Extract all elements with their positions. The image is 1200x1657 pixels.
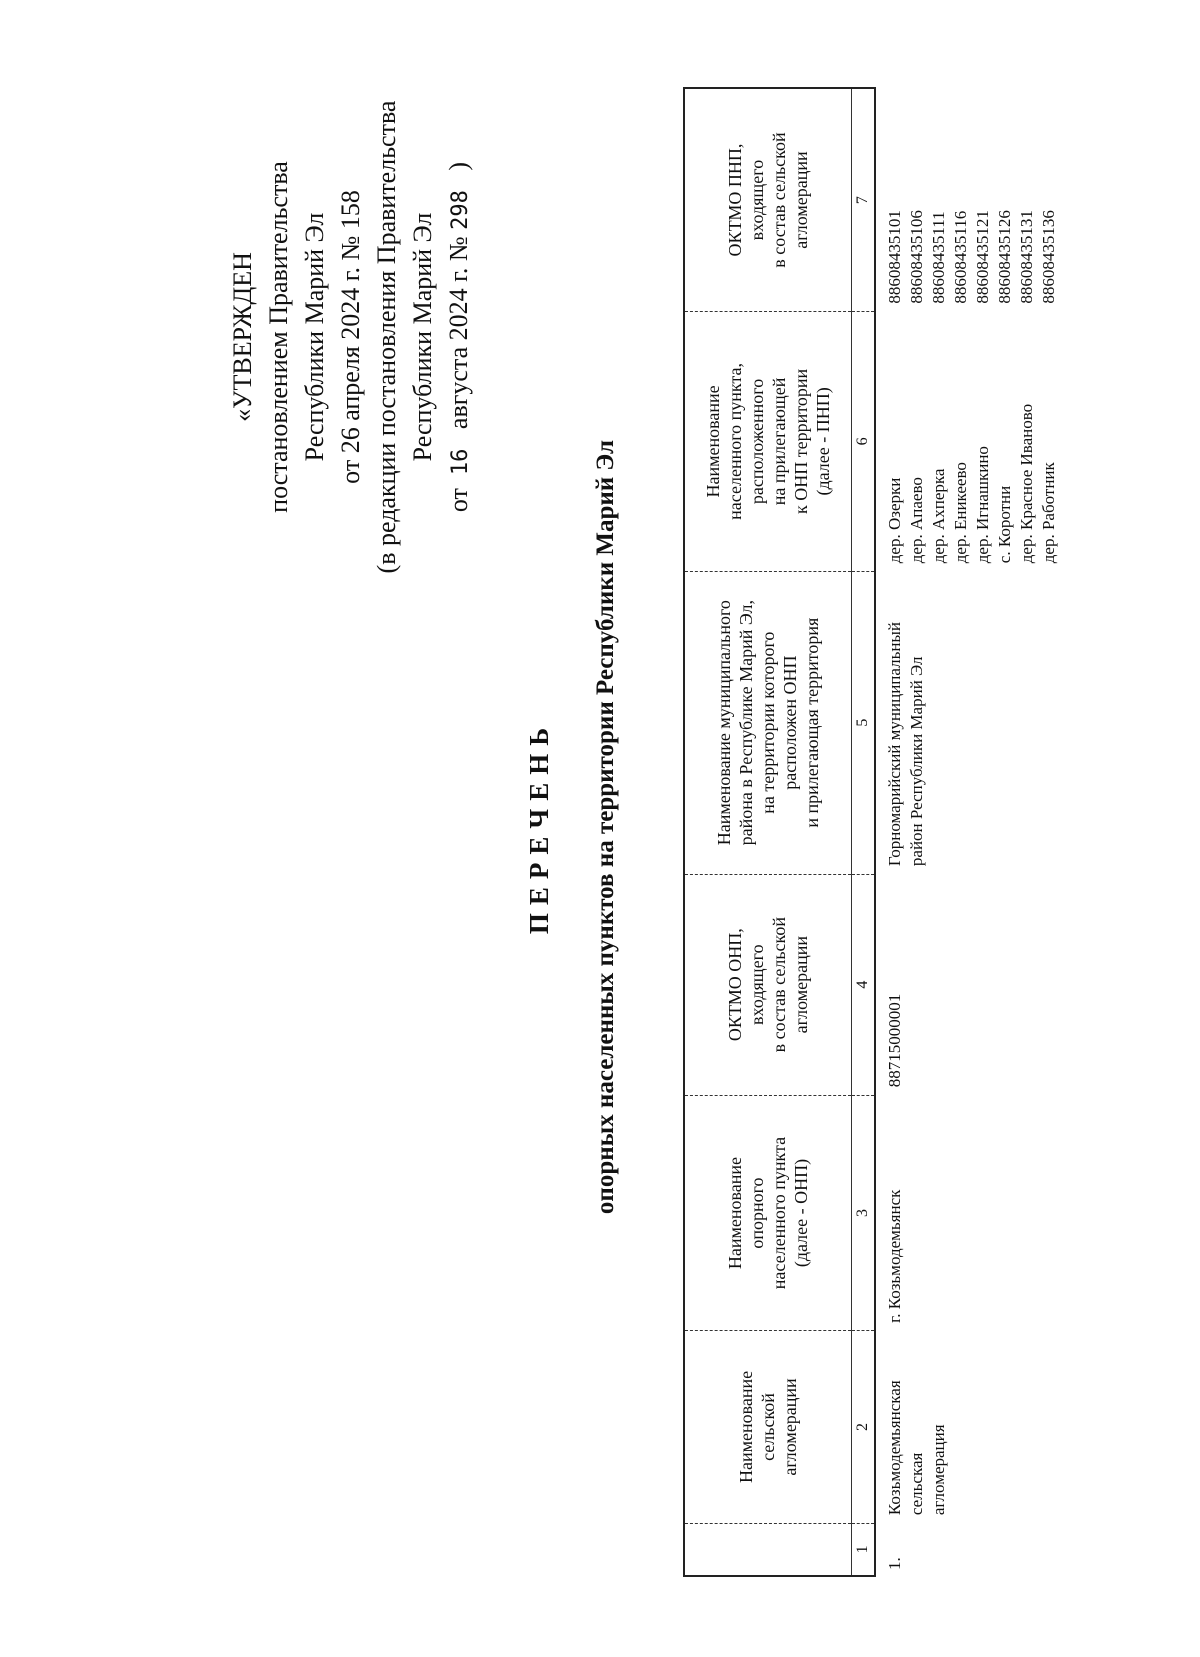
header-col-7-line: в состав сельской [769, 132, 789, 268]
pnp-names-list-line: дер. Еникеево [951, 462, 970, 564]
document-title: ПЕРЕЧЕНЬ [524, 719, 554, 935]
header-col-4-line: входящего [747, 944, 767, 1025]
pnp-names-list-line: с. Коротни [995, 485, 1014, 564]
pnp-names-list-line: дер. Игнашкино [973, 446, 992, 564]
agglomeration-name-line: Козьмодемьянская [885, 1380, 904, 1516]
column-number-4: 4 [852, 874, 876, 1095]
header-col-6-line: (далее - ПНП) [813, 387, 833, 496]
header-col-5 [684, 571, 852, 874]
header-col-6-line: на прилегающей [769, 377, 789, 506]
header-col-5-line: и прилегающая территория [802, 617, 822, 828]
header-col-7 [684, 88, 852, 312]
column-number-5: 5 [852, 571, 876, 874]
pnp-names-list-line: дер. Работник [1039, 462, 1058, 564]
header-col-4-line: ОКТМО ОНП, [725, 928, 745, 1042]
header-col-4-line: агломерации [791, 935, 811, 1034]
header-col-5-line: Наименование муниципального [714, 600, 734, 846]
table-column-numbers-row [852, 88, 876, 1576]
row-number: 1. [885, 1557, 904, 1570]
settlements-table [683, 87, 1060, 1577]
header-col-2-line: сельской [758, 1393, 778, 1461]
approval-stamp-block [225, 67, 479, 607]
header-col-5-line: расположен ОНП [780, 655, 800, 790]
table-row [875, 88, 1060, 1576]
agglomeration-name-line: сельская [907, 1452, 926, 1516]
pnp-oktmo-list-line: 88608435106 [907, 210, 926, 304]
header-col-3-line: Наименование [725, 1156, 745, 1270]
approval-line-1: «УТВЕРЖДЕН [228, 252, 257, 422]
pnp-oktmo-list-line: 88608435126 [995, 210, 1014, 304]
pnp-oktmo-list-line: 88608435116 [951, 210, 970, 304]
approval-line-7-middle: августа 2024 г. № [444, 236, 473, 430]
pnp-names-list [875, 312, 1060, 572]
header-col-2-line: Наименование [736, 1370, 756, 1484]
district-name-line: Горномарийский муниципальный [885, 622, 904, 867]
header-col-5-line: района в Республике Марий Эл, [736, 599, 756, 846]
agglomeration-name [875, 1331, 1060, 1523]
document-subtitle: опорных населенных пунктов на территории Республики Марий Эл [592, 439, 619, 1215]
district-name-line: район Республики Марий Эл [907, 656, 926, 867]
header-col-2 [684, 1331, 852, 1523]
pnp-names-list-line: дер. Ахперка [929, 468, 948, 564]
header-col-6-line: населенного пункта, [725, 363, 745, 520]
column-number-3: 3 [852, 1095, 876, 1331]
onp-name: г. Козьмодемьянск [885, 1189, 904, 1323]
agglomeration-name-line: агломерация [929, 1424, 948, 1516]
approval-line-7-suffix: ) [444, 161, 473, 171]
header-col-7-line: входящего [747, 159, 767, 241]
header-col-6-line: Наименование [703, 385, 723, 498]
header-col-7-line: ОКТМО ПНП, [725, 143, 745, 257]
pnp-oktmo-list-line: 88608435131 [1017, 210, 1036, 304]
district-name [875, 571, 1060, 874]
approval-line-7-prefix: от [444, 488, 473, 513]
approval-number: 298 [448, 190, 473, 230]
column-number-1: 1 [852, 1523, 876, 1576]
pnp-oktmo-list-line: 88608435111 [929, 211, 948, 304]
approval-line-6: Республики Марий Эл [408, 212, 437, 462]
header-col-7-line: агломерации [791, 151, 811, 249]
pnp-names-list-line: дер. Апаево [907, 477, 926, 564]
header-col-4 [684, 874, 852, 1095]
approval-line-7 [441, 67, 479, 607]
header-col-6-line: к ОНП территории [791, 368, 811, 514]
approval-line-4: от 26 апреля 2024 г. № 158 [336, 190, 365, 484]
column-number-7: 7 [852, 88, 876, 312]
header-col-5-line: на территории которого [758, 631, 778, 814]
pnp-names-list-line: дер. Озерки [885, 477, 904, 564]
pnp-names-list-line: дер. Красное Иваново [1017, 403, 1036, 564]
header-col-1 [684, 1523, 852, 1576]
onp-oktmo: 88715000001 [885, 993, 904, 1088]
column-number-6: 6 [852, 312, 876, 572]
pnp-oktmo-list-line: 88608435121 [973, 210, 992, 304]
header-col-4-line: в состав сельской [769, 917, 789, 1053]
header-col-6-line: расположенного [747, 378, 767, 505]
approval-line-3: Республики Марий Эл [300, 212, 329, 462]
header-col-3-line: (далее - ОНП) [791, 1158, 811, 1268]
header-col-3 [684, 1095, 852, 1331]
header-col-6 [684, 312, 852, 572]
approval-line-2: постановлением Правительства [264, 161, 293, 513]
table-header-row [684, 88, 852, 1576]
approval-line-5: (в редакции постановления Правительства [372, 100, 401, 574]
header-col-2-line: агломерации [780, 1378, 800, 1476]
pnp-oktmo-list-line: 88608435136 [1039, 210, 1058, 304]
column-number-2: 2 [852, 1331, 876, 1523]
header-col-3-line: опорного [747, 1177, 767, 1249]
pnp-oktmo-list-line: 88608435101 [885, 210, 904, 304]
approval-day: 16 [448, 448, 473, 476]
pnp-oktmo-list [875, 88, 1060, 312]
header-col-3-line: населенного пункта [769, 1136, 789, 1290]
